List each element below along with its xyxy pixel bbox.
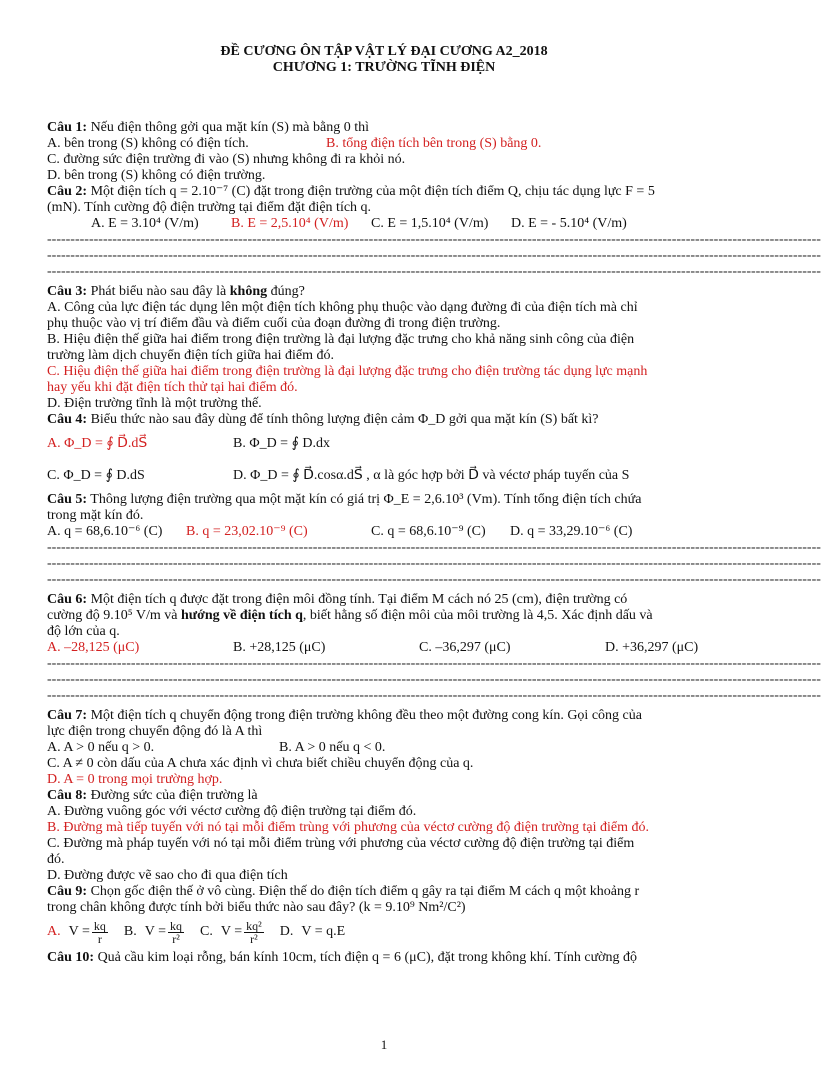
answer-b: B. Φ_D = ∮ D.dx — [233, 436, 330, 451]
question-text: Phát biểu nào sau đây là — [87, 284, 230, 299]
answer-b: B. +28,125 (μC) — [233, 640, 326, 655]
numerator: kq — [93, 918, 106, 933]
answer-dash-line: ---------------------------------------------------------------------------------------------------------------------------------------------------------------------- — [47, 656, 821, 671]
answer-d: D. Điện trường tĩnh là một trường thế. — [47, 396, 262, 411]
numerator: kq — [170, 918, 182, 933]
answer-b-correct: B. q = 23,02.10⁻⁹ (C) — [186, 524, 308, 539]
question-label: Câu 4: — [47, 412, 88, 427]
question-1 — [47, 120, 719, 136]
answer-a-label-correct: A. — [47, 924, 61, 939]
question-text-end: đúng? — [267, 284, 305, 299]
answer-c: C. A ≠ 0 còn dấu của A chưa xác định vì chưa biết chiều chuyển động của q. — [47, 756, 474, 771]
answer-c: C. Φ_D = ∮ D.dS — [47, 468, 145, 483]
question-text: Một điện tích q được đặt trong điện môi đồng tính. Tại điểm M cách nó 25 (cm), điện trường có — [87, 592, 628, 607]
answer-d: D. +36,297 (μC) — [605, 640, 699, 655]
answer-c: C. đường sức điện trường đi vào (S) nhưng không đi ra khỏi nó. — [47, 152, 406, 167]
answers-row — [47, 216, 719, 232]
answer-c-fraction — [244, 920, 264, 945]
answers-row — [47, 524, 719, 540]
question-text: Chọn gốc điện thế ở vô cùng. Điện thế do điện tích điểm q gây ra tại điểm M cách q một khoảng r — [87, 884, 640, 899]
question-10 — [47, 950, 719, 966]
answer-a-correct: A. –28,125 (μC) — [47, 640, 140, 655]
question-text-cont: lực điện trong chuyển động đó là A thì — [47, 724, 263, 739]
answer-dash-line: ---------------------------------------------------------------------------------------------------------------------------------------------------------------------- — [47, 248, 821, 263]
answer-b: B. A > 0 nếu q < 0. — [279, 740, 386, 755]
answer-dash-line: ---------------------------------------------------------------------------------------------------------------------------------------------------------------------- — [47, 540, 821, 555]
emphasis-not: không — [229, 284, 268, 299]
answer-a: A. bên trong (S) không có điện tích. — [47, 136, 249, 151]
answer-a: A. Công của lực điện tác dụng lên một điện tích không phụ thuộc vào dạng đường đi của điện tích mà chỉ — [47, 300, 638, 315]
answer-d: D. E = - 5.10⁴ (V/m) — [511, 216, 627, 231]
question-label: Câu 3: — [47, 284, 88, 299]
answer-dash-line: ---------------------------------------------------------------------------------------------------------------------------------------------------------------------- — [47, 688, 821, 703]
answer-dash-line: ---------------------------------------------------------------------------------------------------------------------------------------------------------------------- — [47, 672, 821, 687]
question-6 — [47, 592, 719, 608]
answer-a-v: V = — [68, 924, 90, 939]
answer-c-label: C. — [200, 924, 213, 939]
question-label: Câu 8: — [47, 788, 88, 803]
answer-b: B. Hiệu điện thế giữa hai điểm trong điện trường là đại lượng đặc trưng cho khả năng sinh công của điện — [47, 332, 635, 347]
answer-dash-line: ---------------------------------------------------------------------------------------------------------------------------------------------------------------------- — [47, 572, 821, 587]
answer-a: A. E = 3.10⁴ (V/m) — [91, 216, 199, 231]
question-text-cont: trong mặt kín đó. — [47, 508, 144, 523]
emphasis-direction: hướng về điện tích q — [180, 608, 303, 623]
question-text: Đường sức của điện trường là — [87, 788, 258, 803]
answer-c-cont: đó. — [47, 852, 65, 867]
answer-a-cont: phụ thuộc vào vị trí điểm đầu và điểm cuối của đoạn đường đi trong điện trường. — [47, 316, 501, 331]
question-text-part: , biết hằng số điện môi của môi trường là 4,5. Xác định dấu và — [302, 608, 653, 623]
answer-d-correct: D. A = 0 trong mọi trường hợp. — [47, 772, 223, 787]
question-label: Câu 7: — [47, 708, 88, 723]
answer-c: C. Đường mà pháp tuyến với nó tại mỗi điểm trùng với phương của véctơ cường độ điện trường tại điểm — [47, 836, 635, 851]
answer-a-correct: A. Φ_D = ∮ D⃗.dS⃗ — [47, 436, 148, 451]
answer-d: V = q.E — [301, 924, 346, 939]
document-page — [0, 44, 821, 1068]
question-text: Một điện tích q chuyển động trong điện trường không đều theo một đường cong kín. Gọi công của — [87, 708, 642, 723]
answer-c: C. q = 68,6.10⁻⁹ (C) — [371, 524, 486, 539]
question-label: Câu 5: — [47, 492, 88, 507]
answers-row — [47, 136, 719, 152]
denominator: r² — [172, 931, 180, 946]
answer-b-correct: B. Đường mà tiếp tuyến với nó tại mỗi điểm trùng với phương của véctơ cường độ điện trường tại điểm đó. — [47, 820, 650, 835]
question-list — [47, 120, 821, 966]
answer-dash-line: ---------------------------------------------------------------------------------------------------------------------------------------------------------------------- — [47, 556, 821, 571]
question-label: Câu 10: — [47, 950, 95, 965]
question-3 — [47, 284, 719, 300]
question-label: Câu 1: — [47, 120, 88, 135]
answer-b-fraction — [168, 920, 184, 945]
question-text-cont: (mN). Tính cường độ điện trường tại điểm đặt điện tích q. — [47, 200, 372, 215]
answer-a-fraction — [92, 920, 108, 945]
question-text-cont: trong chân không được tính bởi biểu thức nào sau đây? (k = 9.10⁹ Nm²/C²) — [47, 900, 466, 915]
question-2 — [47, 184, 719, 200]
answers-row — [47, 740, 719, 756]
question-text-part: cường độ 9.10⁵ V/m và — [47, 608, 181, 623]
question-text: Quả cầu kim loại rỗng, bán kính 10cm, tích điện q = 6 (μC), đặt trong không khí. Tính cường độ — [94, 950, 638, 965]
question-text: Nếu điện thông gởi qua mặt kín (S) mà bằng 0 thì — [87, 120, 369, 135]
question-label: Câu 2: — [47, 184, 88, 199]
answer-d: D. Đường được vẽ sao cho đi qua điện tích — [47, 868, 288, 883]
answer-c-correct: C. Hiệu điện thế giữa hai điểm trong điện trường là đại lượng đặc trưng cho điện trường tác dụng lực mạnh — [47, 364, 648, 379]
question-label: Câu 6: — [47, 592, 88, 607]
answer-d: D. q = 33,29.10⁻⁶ (C) — [510, 524, 633, 539]
question-text: Một điện tích q = 2.10⁻⁷ (C) đặt trong điện trường của một điện tích điểm Q, chịu tác dụng lực F = 5 — [87, 184, 655, 199]
answer-a: A. q = 68,6.10⁻⁶ (C) — [47, 524, 163, 539]
answer-b-v: V = — [144, 924, 166, 939]
question-text: Thông lượng điện trường qua một mặt kín có giá trị Φ_E = 2,6.10³ (Vm). Tính tổng điện tích chứa — [87, 492, 642, 507]
answer-a: A. A > 0 nếu q > 0. — [47, 740, 155, 755]
denominator: r — [97, 931, 102, 946]
answer-b-correct: B. E = 2,5.10⁴ (V/m) — [231, 216, 349, 231]
answer-d: D. Φ_D = ∮ D⃗.cosα.dS⃗ , α là góc hợp bởi D⃗ và véctơ pháp tuyến của S — [233, 468, 630, 483]
question-5 — [47, 492, 719, 508]
answer-b-correct: B. tổng điện tích bên trong (S) bằng 0. — [326, 136, 542, 151]
question-text-cont — [47, 608, 719, 624]
page-number: 1 — [380, 1037, 388, 1052]
answers-row — [47, 428, 719, 460]
denominator: r² — [250, 931, 258, 946]
answer-d: D. bên trong (S) không có điện trường. — [47, 168, 266, 183]
question-9 — [47, 884, 719, 900]
document-title: ĐỀ CƯƠNG ÔN TẬP VẬT LÝ ĐẠI CƯƠNG A2_2018 — [220, 44, 548, 59]
answer-c: C. E = 1,5.10⁴ (V/m) — [371, 216, 489, 231]
answer-d-label: D. — [279, 924, 294, 939]
answer-dash-line: ---------------------------------------------------------------------------------------------------------------------------------------------------------------------- — [47, 232, 821, 247]
question-label: Câu 9: — [47, 884, 88, 899]
answers-row — [47, 460, 719, 492]
question-4 — [47, 412, 719, 428]
chapter-title: CHƯƠNG 1: TRƯỜNG TĨNH ĐIỆN — [272, 60, 496, 75]
answer-c: C. –36,297 (μC) — [419, 640, 511, 655]
numerator: kq² — [246, 918, 262, 933]
answer-a: A. Đường vuông góc với véctơ cường độ điện trường tại điểm đó. — [47, 804, 417, 819]
question-8 — [47, 788, 719, 804]
question-text-cont: độ lớn của q. — [47, 624, 120, 639]
answer-c-correct-cont: hay yếu khi đặt điện tích thử tại hai điểm đó. — [47, 380, 298, 395]
answer-b-label: B. — [123, 924, 137, 939]
answer-c-v: V = — [220, 924, 243, 939]
answers-row — [47, 640, 719, 656]
answer-b-cont: trường làm dịch chuyển điện tích giữa hai điểm đó. — [47, 348, 334, 363]
answer-dash-line: ---------------------------------------------------------------------------------------------------------------------------------------------------------------------- — [47, 264, 821, 279]
question-7 — [47, 708, 719, 724]
answers-row — [47, 916, 719, 948]
question-text: Biểu thức nào sau đây dùng để tính thông lượng điện cảm Φ_D gởi qua mặt kín (S) bất kì? — [87, 412, 599, 427]
